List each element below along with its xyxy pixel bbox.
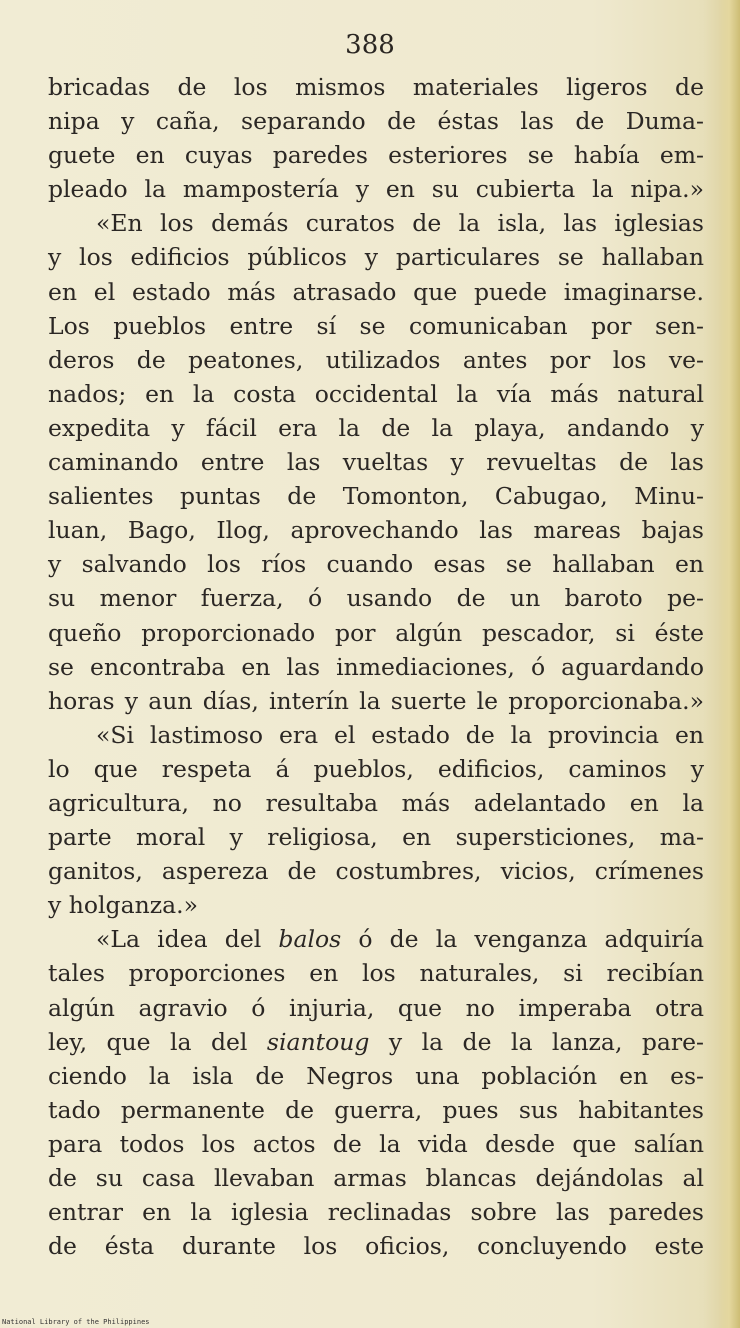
- text-line: ganitos, aspereza de costumbres, vicios, crímenes: [48, 857, 704, 886]
- text-line: y los edificios públicos y particulares se hallaban: [48, 243, 704, 272]
- paragraph-start-line: «Si lastimoso era el estado de la provincia en: [96, 720, 704, 749]
- text-line: entrar en la iglesia reclinadas sobre las paredes: [48, 1198, 704, 1227]
- text-line: caminando entre las vueltas y revueltas de las: [48, 448, 704, 477]
- text-line: nados; en la costa occidental la vía más natural: [48, 379, 704, 408]
- text-line: queño proporcionado por algún pescador, si éste: [48, 618, 704, 647]
- text-run: ó de la venganza adquiría: [341, 925, 704, 954]
- text-line: salientes puntas de Tomonton, Cabugao, Minu-: [48, 482, 704, 511]
- paragraph-end-line: y holganza.»: [48, 891, 198, 920]
- text-line: en el estado más atrasado que puede imaginarse.: [48, 277, 704, 306]
- text-line: se encontraba en las inmediaciones, ó aguardando: [48, 652, 704, 681]
- page-number: 388: [345, 30, 395, 60]
- page-edge-shadow: [718, 0, 740, 1328]
- text-line: agricultura, no resultaba más adelantado en la: [48, 788, 704, 817]
- text-line: deros de peatones, utilizados antes por los ve-: [48, 345, 704, 374]
- text-line: su menor fuerza, ó usando de un baroto pe-: [48, 584, 704, 613]
- text-line: bricadas de los mismos materiales ligeros de: [48, 73, 704, 101]
- text-line: tales proporciones en los naturales, si recibían: [48, 959, 704, 988]
- text-line: lo que respeta á pueblos, edificios, caminos y: [48, 754, 704, 783]
- text-line: [48, 1025, 704, 1059]
- text-line: nipa y caña, separando de éstas las de Duma-: [48, 107, 704, 136]
- text-line: de ésta durante los oficios, concluyendo este: [48, 1232, 704, 1261]
- text-run: «La idea del: [96, 925, 279, 954]
- text-line: Los pueblos entre sí se comunicaban por sen-: [48, 311, 704, 340]
- text-line: pleado la mampostería y en su cubierta la nipa.»: [48, 175, 704, 204]
- text-line: de su casa llevaban armas blancas dejándolas al: [48, 1164, 704, 1192]
- paragraph-start-line: [48, 922, 704, 956]
- text-line: ciendo la isla de Negros una población en es-: [48, 1061, 704, 1090]
- text-line: tado permanente de guerra, pues sus habitantes: [48, 1095, 704, 1124]
- text-run: ley, que la del: [48, 1027, 267, 1056]
- italic-term-balos: balos: [278, 925, 342, 954]
- text-line: expedita y fácil era la de la playa, andando y: [48, 413, 704, 442]
- library-watermark: National Library of the Philippines: [2, 1318, 150, 1326]
- text-run: y la de la lanza, pare-: [369, 1027, 704, 1056]
- body-text: [48, 70, 704, 1263]
- text-line: parte moral y religiosa, en supersticiones, ma-: [48, 823, 704, 852]
- text-line: para todos los actos de la vida desde que salían: [48, 1129, 704, 1158]
- text-line: guete en cuyas paredes esteriores se había em-: [48, 141, 704, 170]
- text-line: horas y aun días, interín la suerte le proporcionaba.»: [48, 686, 704, 715]
- paragraph-start-line: «En los demás curatos de la isla, las iglesias: [96, 209, 704, 238]
- text-line: y salvando los ríos cuando esas se hallaban en: [48, 550, 704, 579]
- text-line: algún agravio ó injuria, que no imperaba otra: [48, 993, 704, 1022]
- text-line: luan, Bago, Ilog, aprovechando las mareas bajas: [48, 516, 704, 545]
- italic-term-siantoug: siantoug: [266, 1027, 370, 1056]
